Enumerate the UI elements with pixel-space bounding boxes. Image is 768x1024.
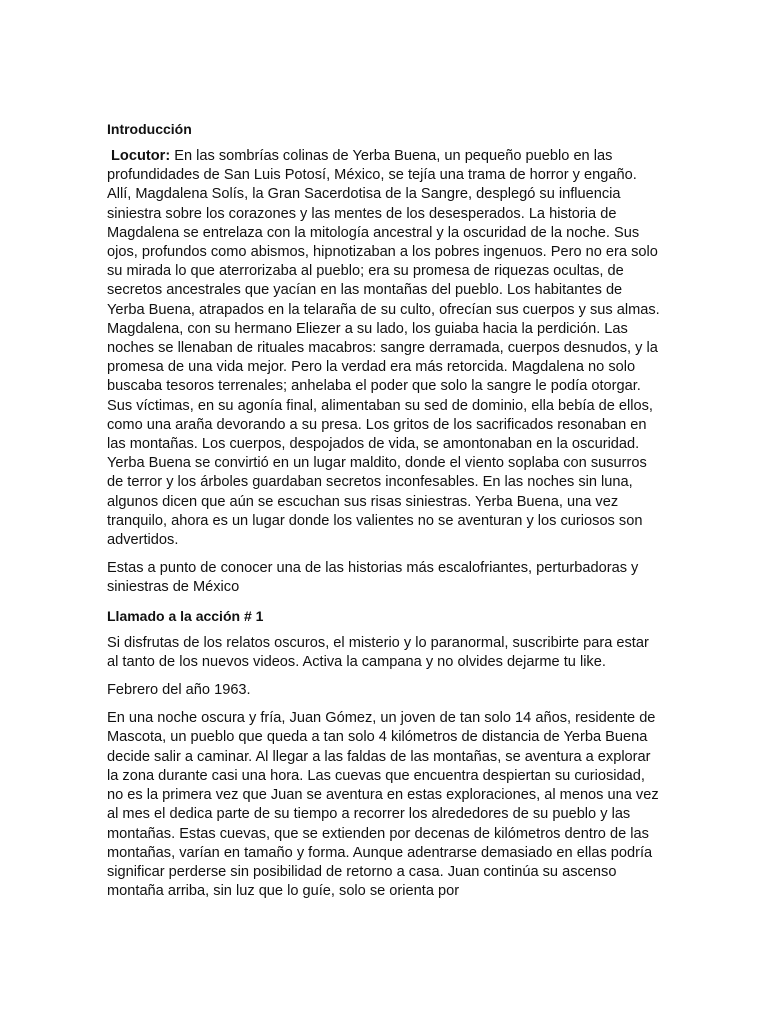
story-paragraph: En una noche oscura y fría, Juan Gómez, un joven de tan solo 14 años, residente de Mascota, un pueblo que queda a tan solo 4 kilómetros de distancia de Yerba Buena decide salir a caminar. Al llegar a las faldas de las montañas, se aventura a explorar la zona durante casi una hora. Las cuevas que encuentra despiertan su curiosidad, no es la primera vez que Juan se aventura en estas exploraciones, al menos una vez al mes el dedica parte de su tiempo a recorrer los alrededores de su pueblo y las montañas. Estas cuevas, que se extienden por decenas de kilómetros dentro de las montañas, varían en tamaño y forma. Aunque adentrarse demasiado en ellas podría significar perderse sin posibilidad de retorno a casa. Juan continúa su ascenso montaña arriba, sin luz que lo guíe, solo se orienta por [107, 710, 659, 900]
document-page [107, 120, 663, 910]
intro-heading: Introducción [107, 121, 192, 137]
intro-text: En las sombrías colinas de Yerba Buena, un pequeño pueblo en las profundidades de San Luis Potosí, México, se tejía una trama de horror y engaño. Allí, Magdalena Solís, la Gran Sacerdotisa de la Sangre, desplegó su influencia siniestra sobre los corazones y las mentes de los desesperados. La historia de Magdalena se entrelaza con la mitología ancestral y la oscuridad de la noche. Sus ojos, profundos como abismos, hipnotizaban a los pobres ingenuos. Pero no era solo su mirada lo que aterrorizaba al pueblo; era su promesa de riquezas ocultas, de secretos ancestrales que yacían en las montañas del pueblo. Los habitantes de Yerba Buena, atrapados en la telaraña de su culto, ofrecían sus cuerpos y sus almas. Magdalena, con su hermano Eliezer a su lado, los guiaba hacia la perdición. Las noches se llenaban de rituales macabros: sangre derramada, cuerpos desnudos, y la promesa de una vida mejor. Pero la verdad era más retorcida. Magdalena no solo buscaba tesoros terrenales; anhelaba el poder que solo la sangre le podía otorgar. Sus víctimas, en su agonía final, alimentaban su sed de dominio, ella bebía de ellos, como una araña devorando a su presa. Los gritos de los sacrificados resonaban en las montañas. Los cuerpos, despojados de vida, se amontonaban en la oscuridad. Yerba Buena se convirtió en un lugar maldito, donde el viento soplaba con susurros de terror y los árboles guardaban secretos inconfesables. En las noches sin luna, algunos dicen que aún se escuchan sus risas siniestras. Yerba Buena, una vez tranquilo, ahora es un lugar donde los valientes no se aventuran y los curiosos son advertidos. [107, 148, 660, 549]
date-line: Febrero del año 1963. [107, 682, 251, 699]
intro-closing-paragraph: Estas a punto de conocer una de las historias más escalofriantes, perturbadoras y siniestras de México [107, 560, 639, 596]
cta-heading: Llamado a la acción # 1 [107, 607, 264, 624]
cta-paragraph: Si disfrutas de los relatos oscuros, el misterio y lo paranormal, suscribirte para estar al tanto de los nuevos videos. Activa la campana y no olvides dejarme tu like. [107, 634, 649, 670]
speaker-label: Locutor: [111, 148, 171, 164]
intro-paragraph [107, 147, 663, 550]
